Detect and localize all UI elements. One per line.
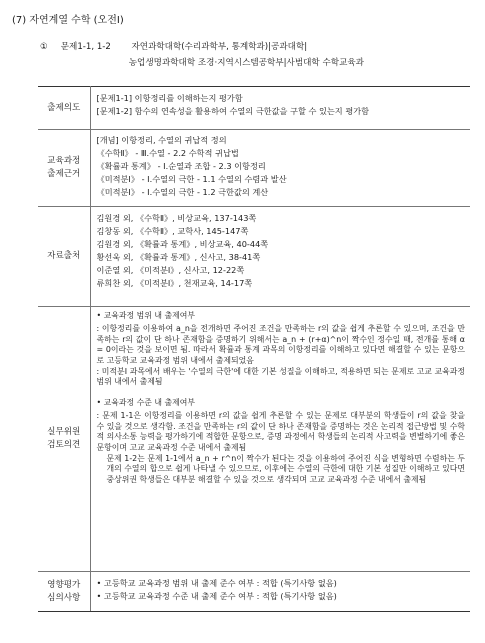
curriculum-line-1: [개념] 이항정리, 수열의 귀납적 정의 <box>96 135 227 145</box>
scope-paragraph-1: : 이항정리를 이용하여 a_n을 전개하면 주어진 조건을 만족하는 r의 값을 쉽게 추론할 수 있으며, 조건을 만족하는 r의 값이 단 하나 존재함을 증명하기 위해서는 a_n + (r+α)^n이 짝수인 정수일 때, 전개를 통해 α = 0이라는 것을 보이면 됨. 따라서 확률과 통계 과목의 이항정리를 이해하고 있다면 해결할 수 있는 문항으로 고등학교 교육과정 범위 내에서 출제되었음 <box>96 324 465 366</box>
level-paragraph-2: 문제 1-2는 문제 1-1에서 a_n + r^n이 짝수가 된다는 것을 이용하여 주어진 식을 변형하면 수렴하는 두 개의 수열의 합으로 쉽게 나타낼 수 있으므로, 이후에는 수열의 극한에 대한 기본 성질만 이해하고 있다면 중상위권 학생들은 대부분 해결할 수 있을 것으로 생각되며 고교 교육과정 수준 내에서 출제됨 <box>106 453 465 485</box>
label-sources: 자료출처 <box>38 207 90 307</box>
level-paragraph-1: : 문제 1-1은 이항정리를 이용하면 r의 값을 쉽게 추론할 수 있는 문제로 대부분의 학생들이 r의 값을 찾을 수 있을 것으로 생각함. 조건을 만족하는 r의 값이 단 하나 존재함을 증명하는 것은 논리적 접근방법 및 수학적 의사소통 능력을 평가하기에 적합한 문항으로, 증명 과정에서 학생들의 논리적 사고력을 변별하기에 좋은 문항이며 고교 교육과정 수준 내에서 출제됨 <box>96 411 465 453</box>
problem-number: ① <box>40 42 48 52</box>
curriculum-line-3: 《확률과 통계》 - Ⅰ.순열과 조합 - 2.3 이항정리 <box>96 161 266 171</box>
row-impact <box>38 572 470 612</box>
source-line-2: 김창동 외, 《수학Ⅱ》, 교학사, 145-147쪽 <box>96 226 249 236</box>
source-line-5: 이준열 외, 《미적분Ⅰ》, 신사고, 12-22쪽 <box>96 265 245 275</box>
label-impact: 영향평가 심의사항 <box>38 572 90 612</box>
curriculum-line-5: 《미적분Ⅰ》 - Ⅰ.수열의 극한 - 1.2 극한값의 계산 <box>96 187 269 197</box>
curriculum-line-4: 《미적분Ⅰ》 - Ⅰ.수열의 극한 - 1.1 수열의 수렴과 발산 <box>96 174 287 184</box>
scope-paragraph-2: : 미적분Ⅰ 과목에서 배우는 '수열의 극한'에 대한 기본 성질을 이해하고, 적용하면 되는 문제로 고교 교육과정 범위 내에서 출제됨 <box>96 366 465 387</box>
problem-header-line-2 <box>40 58 364 70</box>
source-line-1: 김원경 외, 《수학Ⅱ》, 비상교육, 137-143쪽 <box>96 213 257 223</box>
purpose-line-2: [문제1-2] 함수의 연속성을 활용하여 수열의 극한값을 구할 수 있는지 평가함 <box>96 106 370 116</box>
purpose-line-1: [문제1-1] 이항정리를 이해하는지 평가함 <box>96 93 243 103</box>
curriculum-line-2: 《수학Ⅱ》 - Ⅲ.수열 - 2.2 수학적 귀납법 <box>96 148 239 158</box>
label-review: 실무위원 검토의견 <box>38 307 90 572</box>
problem-code: 문제1-1, 1-2 <box>60 42 111 52</box>
row-review <box>38 307 470 572</box>
source-line-3: 김원경 외, 《확률과 통계》, 비상교육, 40-44쪽 <box>96 239 269 249</box>
source-line-6: 류희찬 외, 《미적분Ⅰ》, 천재교육, 14-17쪽 <box>96 278 253 288</box>
scope-title: • 교육과정 범위 내 출제여부 <box>96 311 196 320</box>
row-curriculum <box>38 130 470 207</box>
level-title: • 교육과정 수준 내 출제여부 <box>96 398 196 408</box>
label-curriculum: 교육과정 출제근거 <box>38 130 90 207</box>
row-sources <box>38 207 470 307</box>
label-purpose: 출제의도 <box>38 87 90 130</box>
row-purpose <box>38 87 470 130</box>
impact-line-2: • 고등학교 교육과정 수준 내 출제 준수 여부 : 적합 (특기사항 없음) <box>96 591 337 601</box>
section-title: (7) 자연계열 수학 (오전Ⅰ) <box>12 15 124 26</box>
source-line-4: 황선욱 외, 《확률과 통계》, 신사고, 38-41쪽 <box>96 252 261 262</box>
problem-header-line-1 <box>40 42 307 54</box>
problem-departments-2: 농업생명과학대학 조경·지역시스템공학부|사범대학 수학교육과 <box>128 58 364 68</box>
review-table <box>38 86 470 612</box>
problem-departments-1: 자연과학대학(수리과학부, 통계학과)|공과대학| <box>131 42 308 52</box>
impact-line-1: • 고등학교 교육과정 범위 내 출제 준수 여부 : 적합 (특기사항 없음) <box>96 578 337 588</box>
